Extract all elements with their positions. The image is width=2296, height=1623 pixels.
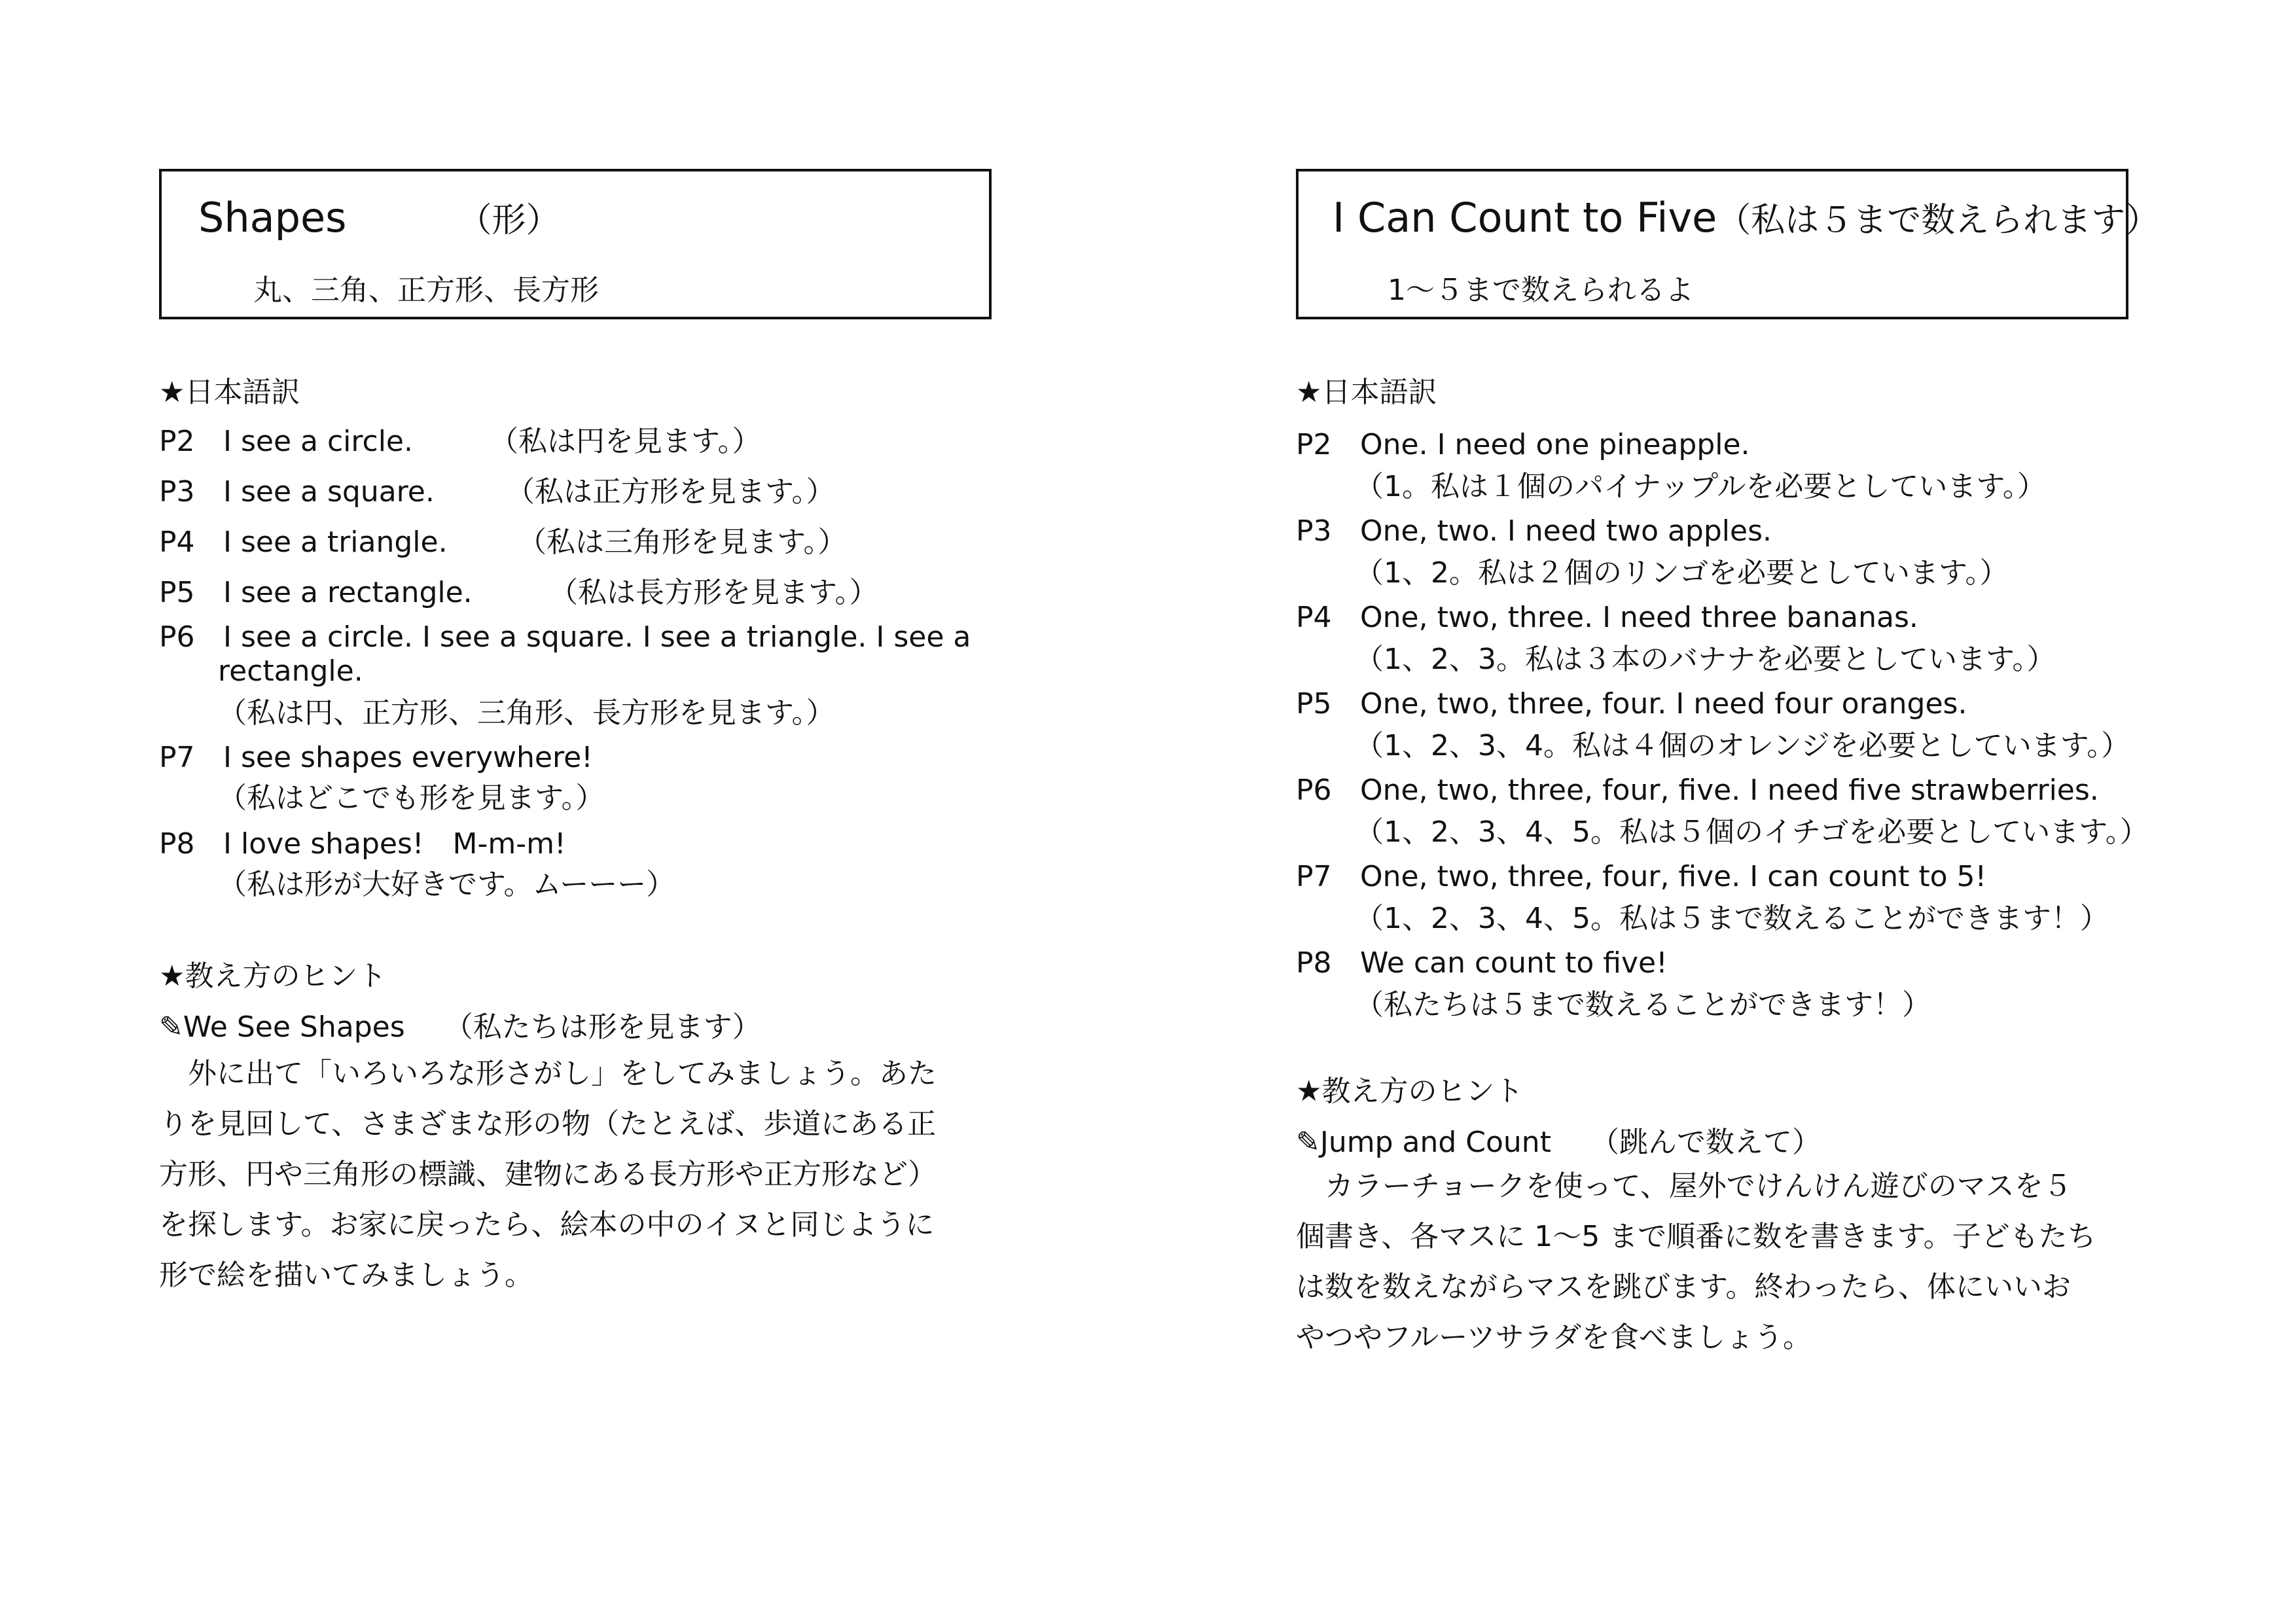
page-text-jp: （1。私は１個のパイナップルを必要としています。） [1355,470,2046,503]
page-line [159,473,1003,523]
hint-title-en: ✎We See Shapes [159,1010,405,1044]
page-number: P4 [159,526,195,559]
book-title [198,194,560,241]
page-number: P3 [159,475,195,508]
hint-body: 外に出て「いろいろな形さがし」をしてみましょう。あた りを見回して、さまざまな形の物（たとえば、歩道にある正 方形、円や三角形の標識、建物にある長方形や正方形など） を探します。お家に戻ったら、絵本の中のイヌと同じように 形で絵を描いてみましょう。 [159,1057,937,1292]
page-text-en: One, two. I need two apples. [1360,514,1772,548]
page-text-jp: （1、2、3、4、5。私は５まで数えることができます！） [1355,902,2109,935]
page-line [1296,425,2140,467]
page-text-en: I see a triangle. [223,526,448,559]
page-text-jp: （私は長方形を見ます。） [549,576,878,609]
page-text-jp: （私は三角形を見ます。） [518,526,847,559]
page-text-en: I see a circle. [223,425,413,458]
page-text-en: I see a circle. I see a square. I see a triangle. I see a [223,620,971,654]
book-subtitle: 丸、三角、正方形、長方形 [253,274,599,307]
page-number: P2 [1296,428,1332,461]
hint-section [159,959,1003,1300]
page-text-en: I see a rectangle. [223,576,473,609]
page-number: P5 [1296,687,1332,721]
translation-section [159,378,1003,407]
page-text-en: One, two, three, four, five. I can count to 5! [1360,860,1987,893]
page-text-jp: （私は円、正方形、三角形、長方形を見ます。） [218,696,835,730]
page-number: P2 [159,425,195,458]
page-number: P8 [1296,946,1332,980]
translation-heading: ★日本語訳 [159,376,300,409]
hint-title-jp: （私たちは形を見ます） [444,1010,761,1044]
page-text-en: I love shapes! M-m-m! [223,827,566,861]
page-line [159,422,1003,473]
title-box [1296,169,2160,319]
hint-title-jp: （跳んで数えて） [1590,1126,1821,1159]
page-text-en: One. I need one pineapple. [1360,428,1750,461]
page-text-jp: （1、2、3。私は３本のバナナを必要としています。） [1355,643,2056,676]
hint-body: カラーチョークを使って、屋外でけんけん遊びのマスを５ 個書き、各マスに 1〜5 まで順番に数を書きます。子どもたち は数を数えながらマスを跳びます。終わったら、体にいいお やつやフルーツサラダを食べましょう。 [1296,1169,2096,1354]
book-title [1333,194,2160,241]
page-text-jp: （私はどこでも形を見ます。） [218,781,605,815]
book-subtitle: 1〜５まで数えられるよ [1388,274,1694,307]
book-title-jp: （形） [457,201,560,240]
page-text-jp: （私たちは５まで数えることができます！） [1355,988,1931,1022]
page-line [1296,685,2140,726]
hint-title [1296,1128,2140,1157]
page-text-jp: （1、2、3、4。私は４個のオレンジを必要としています。） [1355,729,2130,762]
book-title-en: I Can Count to Five [1333,194,1717,241]
page-text-en: One, two, three, four. I need four oranges. [1360,687,1967,721]
book-title-en: Shapes [198,194,347,241]
title-box [159,169,992,319]
page-line [1296,771,2140,813]
hint-heading: ★教え方のヒント [159,959,387,993]
hint-heading: ★教え方のヒント [1296,1075,1524,1108]
page-text-en: I see shapes everywhere! [223,741,593,774]
page-line [1296,857,2140,899]
hint-section [1296,1077,2140,1363]
page-text-jp: （私は円を見ます。） [490,425,761,458]
page-line [159,523,1003,573]
page-number: P7 [159,741,195,774]
page-text-jp: （私は形が大好きです。ムーーー） [218,868,675,901]
page-line [1296,598,2140,640]
page-text-jp: （1、2、3、4、5。私は５個のイチゴを必要としています。） [1355,815,2149,849]
page-line [159,825,1003,865]
page-number: P6 [159,620,195,654]
page-number: P8 [159,827,195,861]
page-line [159,738,1003,779]
page-number: P3 [1296,514,1332,548]
page-text-jp: （1、2。私は２個のリンゴを必要としています。） [1355,556,2009,590]
page-line [1296,944,2140,986]
translation-lines [159,422,1003,904]
book-title-jp: （私は５まで数えられます） [1717,201,2160,240]
translation-section [1296,378,2140,407]
page-number: P5 [159,576,195,609]
page-line [159,618,1003,653]
hint-title [159,1010,1003,1044]
page-line [1296,512,2140,554]
translation-heading: ★日本語訳 [1296,376,1437,409]
page-text-en: One, two, three, four, five. I need five strawberries. [1360,774,2099,807]
page-text-jp: （私は正方形を見ます。） [506,475,835,508]
page-text-en: I see a square. [223,475,435,508]
page-number: P4 [1296,601,1332,634]
page-number: P7 [1296,860,1332,893]
page-text-en: We can count to five! [1360,946,1668,980]
page-text-en-cont: rectangle. [218,654,363,688]
hint-title-en: ✎Jump and Count [1296,1126,1551,1159]
page-number: P6 [1296,774,1332,807]
translation-lines [1296,425,2149,1025]
page-text-en: One, two, three. I need three bananas. [1360,601,1918,634]
page-line [159,573,1003,618]
